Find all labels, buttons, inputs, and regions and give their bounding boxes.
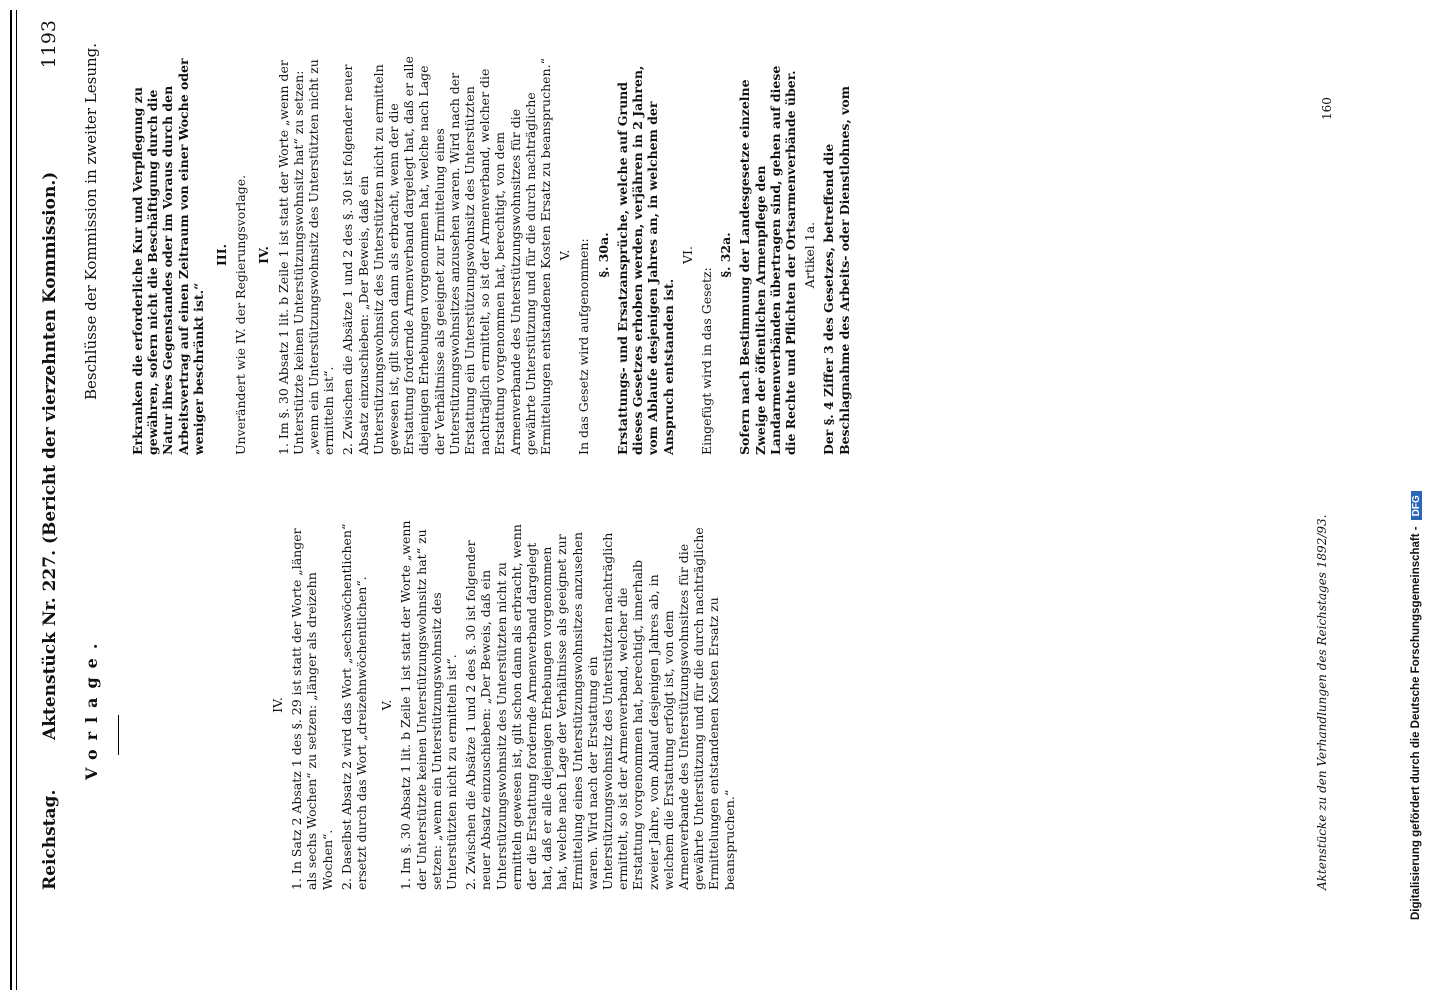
section-roman: VI.	[679, 246, 695, 264]
digitization-text: Digitalisierung gefördert durch die Deutsche Forschungsgemeinschaft -	[1410, 526, 1422, 920]
dfg-logo: DFG	[1411, 491, 1422, 520]
header-left: Reichstag.	[40, 789, 60, 890]
paragraph: Sofern nach Bestimmung der Landesgesetze einzelne Zweige der öffentlichen Armenpflege den Landarmenverbänden übertragen sind, gehen auf diese die Rechte und Pflichten der Ortsarmenverbände über.	[737, 65, 798, 455]
paragraph: Eingefügt wird in das Gesetz:	[698, 267, 714, 455]
edge-line	[10, 10, 12, 990]
section-roman: IV.	[256, 246, 272, 264]
paragraph: 1. Im §. 30 Absatz 1 lit. b Zeile 1 ist statt der Worte „wenn der Unterstützte keinen Unterstützungswohnsitz hat“ zu setzen: „wenn ein Unterstützungswohnsitz des Unterstützten nicht zu ermitteln ist“.	[275, 59, 337, 455]
section-roman: V.	[379, 699, 395, 711]
paragraph: 2. Zwischen die Absätze 1 und 2 des §. 30 ist folgender neuer Absatz einzuschieben: „Der Beweis, daß ein Unterstützungswohnsitz des Unterstützten nicht zu ermitteln gewesen ist, gilt schon dann als erbracht, wenn der die Erstattung fordernde Armenverband dargelegt hat, daß er alle diejenigen Erhebungen vorgenommen hat, welche nach Lage der Verhältnisse als geeignet zur Ermittelung eines Unterstützungswohnsitzes anzusehen waren. Wird nach der Erstattung ein Unterstützungswohnsitz des Unterstützten nachträglich ermittelt, so ist der Armenverband, welcher die Erstattung vorgenommen hat, berechtigt, von dem Armenverbande des Unterstützungswohnsitzes für die gewährte Unterstützung und für die durch nachträgliche Ermittelungen entstandenen Kosten Ersatz zu beanspruchen.“	[340, 56, 554, 455]
paragraph: Unverändert wie IV. der Regierungsvorlage.	[233, 174, 249, 455]
page-header	[40, 20, 70, 890]
edge-line	[16, 10, 17, 990]
paragraph: 1. Im §. 30 Absatz 1 lit. b Zeile 1 ist statt der Worte „wenn der Unterstützte keinen Unterstützungswohnsitz hat“ zu setzen: „wenn ein Unterstützungswohnsitz des Unterstützten nicht zu ermitteln ist“.	[398, 520, 460, 890]
page-number: 1193	[38, 20, 60, 69]
paragraph-number: §. 30a.	[595, 232, 611, 278]
paragraph-number: §. 32a.	[718, 232, 734, 278]
right-column	[130, 55, 856, 455]
footer-sheet-number: 160	[1320, 97, 1334, 120]
paragraph: 2. Zwischen die Absätze 1 und 2 des §. 30 ist folgender neuer Absatz einzuschieben: „Der Beweis, daß ein Unterstützungswohnsitz des Unterstützten nicht zu ermitteln gewesen ist, gilt schon dann als erbracht, wenn der die Erstattung fordernde Armenverband dargelegt hat, daß er alle diejenigen Erhebungen vorgenommen hat, welche nach Lage der Verhältnisse als geeignet zur Ermittelung eines Unterstützungswohnsitzes anzusehen waren. Wird nach der Erstattung ein Unterstützungswohnsitz des Unterstützten nachträglich ermittelt, so ist der Armenverband, welcher die Erstattung vorgenommen hat, berechtigt, innerhalb zweier Jahre, vom Ablauf desjenigen Jahres ab, in welchem die Erstattung erfolgt ist, von dem Armenverbande des Unterstützungswohnsitzes für die gewährte Unterstützung und für die durch nachträgliche Ermittelungen entstandenen Kosten Ersatz zu beanspruchen.“	[463, 524, 737, 890]
paragraph: 2. Daselbst Absatz 2 wird das Wort „sechswöchentlichen“ ersetzt durch das Wort „dreizehnwöchentlichen“.	[338, 523, 370, 890]
footer-left: Aktenstücke zu den Verhandlungen des Reichstages 1892/93.	[1315, 514, 1329, 890]
section-roman: III.	[214, 244, 230, 266]
section-roman: V.	[557, 249, 573, 261]
article-heading: Artikel 1a.	[802, 221, 818, 289]
section-roman: IV.	[270, 697, 285, 713]
paragraph: Der §. 4 Ziffer 3 des Gesetzes, betreffend die Beschlagnahme des Arbeits- oder Dienstlohnes, vom	[821, 85, 852, 455]
divider	[118, 715, 119, 755]
right-column-heading: Beschlüsse der Kommission in zweiter Lesung.	[82, 42, 100, 400]
paragraph: Erstattungs- und Ersatzansprüche, welche auf Grund dieses Gesetzes erhoben werden, verjähren in 2 Jahren, vom Ablaufe desjenigen Jahres an, in welchem der Anspruch entstanden ist.	[614, 65, 676, 455]
left-column-heading: Vorlage.	[82, 634, 101, 780]
header-title: Aktenstück Nr. 227. (Bericht der vierzehnten Kommission.)	[40, 171, 60, 740]
paragraph: 1. In Satz 2 Absatz 1 des §. 29 ist statt der Worte „länger als sechs Wochen“ zu setzen: „länger als dreizehn Wochen“.	[289, 528, 335, 890]
left-column	[270, 520, 741, 890]
paragraph: In das Gesetz wird aufgenommen:	[576, 238, 592, 455]
digitization-note	[1410, 20, 1422, 920]
intro-text: Erkranken die erforderliche Kur und Verpflegung zu gewähren, sofern nicht die Beschäftigung durch die Natur ihres Gegenstandes oder im Voraus durch den Arbeitsvertrag auf einen Zeitraum von einer Woche oder weniger beschränkt ist.“	[130, 58, 206, 455]
